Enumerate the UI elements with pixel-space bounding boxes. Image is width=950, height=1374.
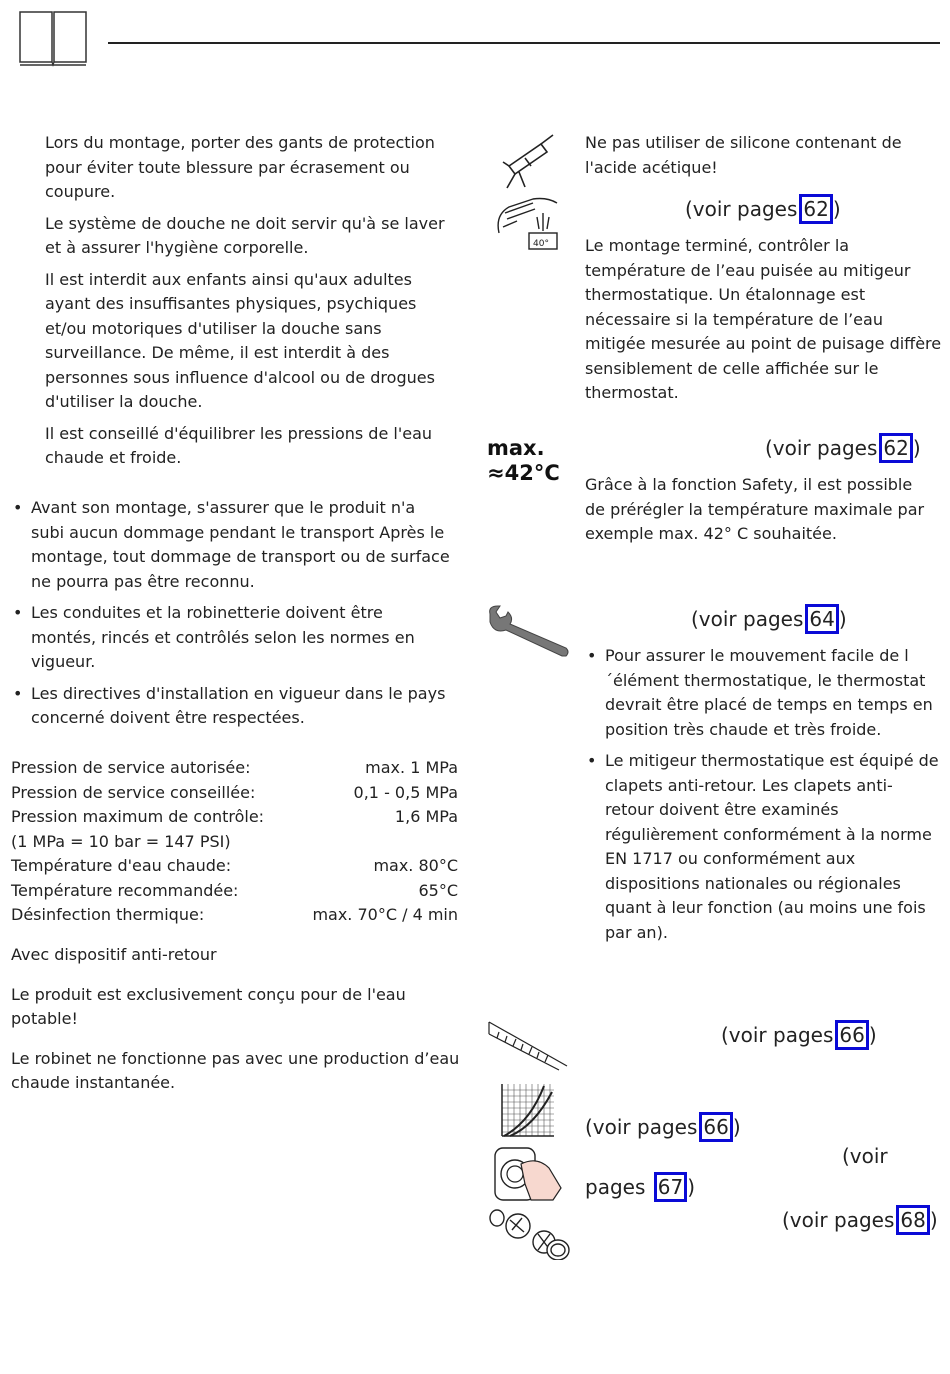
voir-label: (voir pages — [721, 1023, 834, 1047]
voir-label: (voir pages — [585, 1115, 698, 1139]
spec-value: 65°C — [418, 880, 458, 900]
voir-close: ) — [687, 1175, 695, 1199]
list-item: • Pour assurer le mouvement facile de l´élément thermostatique, le thermostat devrait être placé de temps en temps en position très chaude et très froide. — [585, 644, 940, 742]
max-temperature-icon — [487, 436, 577, 486]
book-icon — [18, 10, 88, 68]
spec-value: max. 80°C — [373, 856, 458, 875]
thermo-display-text: 40° — [533, 239, 549, 249]
spec-label: Température d'eau chaude: — [11, 856, 232, 875]
dimensions-icon — [487, 1020, 571, 1072]
table-row — [11, 830, 458, 855]
safety-paragraph: Il est conseillé d'équilibrer les pressions de l'eau chaude et froide. — [45, 423, 433, 467]
list-item: • Le mitigeur thermostatique est équipé de clapets anti-retour. Les clapets anti-retour doivent être examinés régulièrement conformément à la norme EN 1717 ou conformément aux dispositions nationales ou régionales quant à leur fonction (au moins une fois par an). — [585, 749, 940, 945]
page-reference — [691, 604, 847, 634]
safety-section — [45, 131, 460, 478]
maintenance-section — [585, 644, 940, 952]
specs-table — [11, 756, 458, 928]
cartridge-parts-icon — [488, 1206, 572, 1260]
list-item: • Les directives d'installation en vigueur dans le pays concerné doivent être respectées. — [11, 682, 451, 731]
list-item: • Les conduites et la robinetterie doivent être montés, rincés et contrôlés selon les normes en vigueur. — [11, 601, 451, 675]
temp-label: ≈42°C — [487, 461, 560, 485]
page-link[interactable]: 64 — [805, 604, 838, 634]
spec-value: 1,6 MPa — [394, 807, 458, 826]
page-link[interactable]: 66 — [835, 1020, 868, 1050]
spec-value: max. 1 MPa — [365, 758, 458, 777]
note-text: Avec dispositif anti-retour — [11, 945, 217, 964]
pages-label: pages — [585, 1175, 646, 1199]
note-text: Le produit est exclusivement conçu pour de l'eau potable! — [11, 984, 406, 1028]
voir-close: ) — [832, 197, 841, 221]
voir-label: (voir pages — [765, 436, 878, 460]
page-reference — [585, 1112, 741, 1142]
page-link[interactable]: 66 — [699, 1112, 732, 1142]
voir-close: ) — [929, 1208, 938, 1232]
max-label: max. — [487, 436, 545, 460]
table-row — [11, 756, 458, 781]
table-row — [11, 781, 458, 806]
hand-knob-icon — [491, 1144, 565, 1202]
calibration-text: Le montage terminé, contrôler la température de l’eau puisée au mitigeur thermostatique. Un étalonnage est nécessaire si la température de l’eau mitigée mesurée au point de puisage diffère sensiblement de celle affichée sur le thermostat. — [585, 236, 942, 402]
thermometer-check-icon — [491, 193, 563, 253]
installation-section — [11, 496, 451, 738]
silicone-text: Ne pas utiliser de silicone contenant de l'acide acétique! — [585, 133, 902, 177]
voir-close: ) — [732, 1115, 741, 1139]
page-link[interactable]: 68 — [896, 1205, 929, 1235]
safety-paragraph: Il est interdit aux enfants ainsi qu'aux adultes ayant des insuffisantes physiques, psychiques et/ou motoriques d'utiliser la douche sans surveillance. De même, il est interdit à des personnes sous influence d'alcool ou de drogues d'utiliser la douche. — [45, 269, 435, 411]
flow-diagram-icon — [500, 1082, 556, 1138]
silicone-warning — [585, 131, 925, 180]
wrench-icon — [486, 604, 572, 658]
page-reference — [721, 1020, 877, 1050]
spec-value: 0,1 - 0,5 MPa — [353, 782, 458, 802]
voir-label: (voir pages — [782, 1208, 895, 1232]
page-link[interactable]: 62 — [799, 194, 832, 224]
spec-label: Pression maximum de contrôle: — [11, 807, 265, 826]
voir-close: ) — [868, 1023, 877, 1047]
table-row — [11, 854, 458, 879]
notes-section — [11, 943, 461, 1103]
voir-label: (voir pages — [691, 607, 804, 631]
safety-paragraph: Lors du montage, porter des gants de protection pour éviter toute blessure par écrasement ou coupure. — [45, 133, 435, 201]
voir-close: ) — [912, 436, 921, 460]
page-link[interactable]: 62 — [879, 433, 912, 463]
safety-function-section — [585, 473, 930, 547]
spec-label: Désinfection thermique: — [11, 905, 205, 924]
voir-label: (voir pages — [685, 197, 798, 221]
header-rule — [108, 42, 940, 44]
calibration-section — [585, 234, 945, 406]
spec-label: Pression de service conseillée: — [11, 782, 256, 802]
page-reference-split — [842, 1143, 888, 1169]
spec-value: max. 70°C / 4 min — [312, 905, 458, 924]
spec-label: (1 MPa = 10 bar = 147 PSI) — [11, 831, 231, 851]
table-row — [11, 903, 458, 928]
voir-close: ) — [838, 607, 847, 631]
page-reference — [765, 433, 921, 463]
table-row — [11, 805, 458, 830]
page-reference — [685, 194, 841, 224]
voir-label: (voir — [842, 1144, 888, 1168]
table-row — [11, 879, 458, 904]
spec-label: Pression de service autorisée: — [11, 758, 251, 777]
page-link[interactable]: 67 — [654, 1172, 687, 1202]
safety-function-text: Grâce à la fonction Safety, il est possible de prérégler la température maximale par exemple max. 42° C souhaitée. — [585, 475, 925, 543]
page-reference — [782, 1205, 938, 1235]
list-item: • Avant son montage, s'assurer que le produit n'a subi aucun dommage pendant le transport Après le montage, tout dommage de transport ou de surface ne pourra pas être reconnu. — [11, 496, 451, 594]
spec-label: Température recommandée: — [11, 880, 239, 900]
safety-paragraph: Le système de douche ne doit servir qu'à se laver et à assurer l'hygiène corporelle. — [45, 213, 445, 257]
spec-value — [295, 830, 458, 855]
page-reference — [585, 1172, 695, 1202]
silicone-gun-icon — [495, 132, 561, 190]
specs-section — [11, 756, 458, 928]
note-text: Le robinet ne fonctionne pas avec une production d’eau chaude instantanée. — [11, 1048, 460, 1092]
